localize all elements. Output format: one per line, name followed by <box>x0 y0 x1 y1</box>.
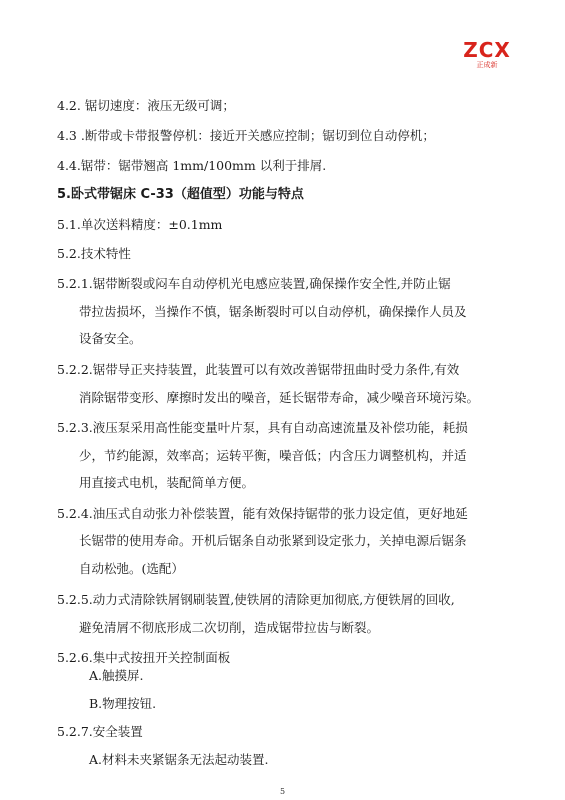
section-heading-5: 5.卧式带锯床 C-33（超值型）功能与特点 <box>57 187 304 202</box>
item-5-2-5-line2: 避免清屑不彻底形成二次切削，造成锯带拉齿与断裂。 <box>79 620 380 635</box>
item-5-2-4-line2: 长锯带的使用寿命。开机后锯条自动张紧到设定张力，关掉电源后锯条 <box>79 533 467 548</box>
item-5-2-1-line2: 带拉齿损坏，当操作不慎，锯条断裂时可以自动停机，确保操作人员及 <box>79 304 467 319</box>
item-5-2-3-line1: 5.2.3.液压泵采用高性能变量叶片泵，具有自动高速流量及补偿功能，耗损 <box>57 420 468 435</box>
item-5-2-1-line1: 5.2.1.锯带断裂或闷车自动停机光电感应装置,确保操作安全性,并防止锯 <box>57 276 451 291</box>
item-5-2-3-line3: 用直接式电机，装配简单方便。 <box>79 475 255 490</box>
item-5-2-7-a: A.材料未夹紧锯条无法起动装置. <box>89 752 269 767</box>
company-logo <box>457 40 517 70</box>
page-number: 5 <box>279 787 286 796</box>
item-5-2: 5.2.技术特性 <box>57 246 131 261</box>
logo-mark: ZCX <box>463 38 511 62</box>
item-5-2-6-b: B.物理按钮. <box>89 696 157 711</box>
item-5-1: 5.1.单次送料精度：±0.1mm <box>57 217 223 232</box>
item-4-2: 4.2. 锯切速度：液压无级可调； <box>57 98 235 113</box>
item-5-2-2-line2: 消除锯带变形、摩擦时发出的噪音，延长锯带寿命，减少噪音环境污染。 <box>79 390 480 405</box>
item-4-4: 4.4.锯带：锯带翘高 1mm/100mm 以利于排屑. <box>57 158 327 173</box>
item-5-2-5-line1: 5.2.5.动力式清除铁屑钢刷装置,使铁屑的清除更加彻底,方便铁屑的回收, <box>57 592 455 607</box>
logo-subtitle: 正成新 <box>476 61 498 69</box>
item-5-2-2-line1: 5.2.2.锯带导正夹持装置，此装置可以有效改善锯带扭曲时受力条件,有效 <box>57 362 460 377</box>
item-5-2-4-line1: 5.2.4.油压式自动张力补偿装置，能有效保持锯带的张力设定值，更好地延 <box>57 506 468 521</box>
item-5-2-4-line3: 自动松弛。(选配） <box>79 561 184 576</box>
item-5-2-6: 5.2.6.集中式按扭开关控制面板 <box>57 650 231 665</box>
item-5-2-1-line3: 设备安全。 <box>79 331 142 346</box>
item-4-3: 4.3 .断带或卡带报警停机：接近开关感应控制；锯切到位自动停机； <box>57 128 435 143</box>
item-5-2-3-line2: 少，节约能源，效率高；运转平衡，噪音低；内含压力调整机构，并适 <box>79 448 467 463</box>
item-5-2-7: 5.2.7.安全装置 <box>57 724 143 739</box>
item-5-2-6-a: A.触摸屏. <box>89 668 144 683</box>
